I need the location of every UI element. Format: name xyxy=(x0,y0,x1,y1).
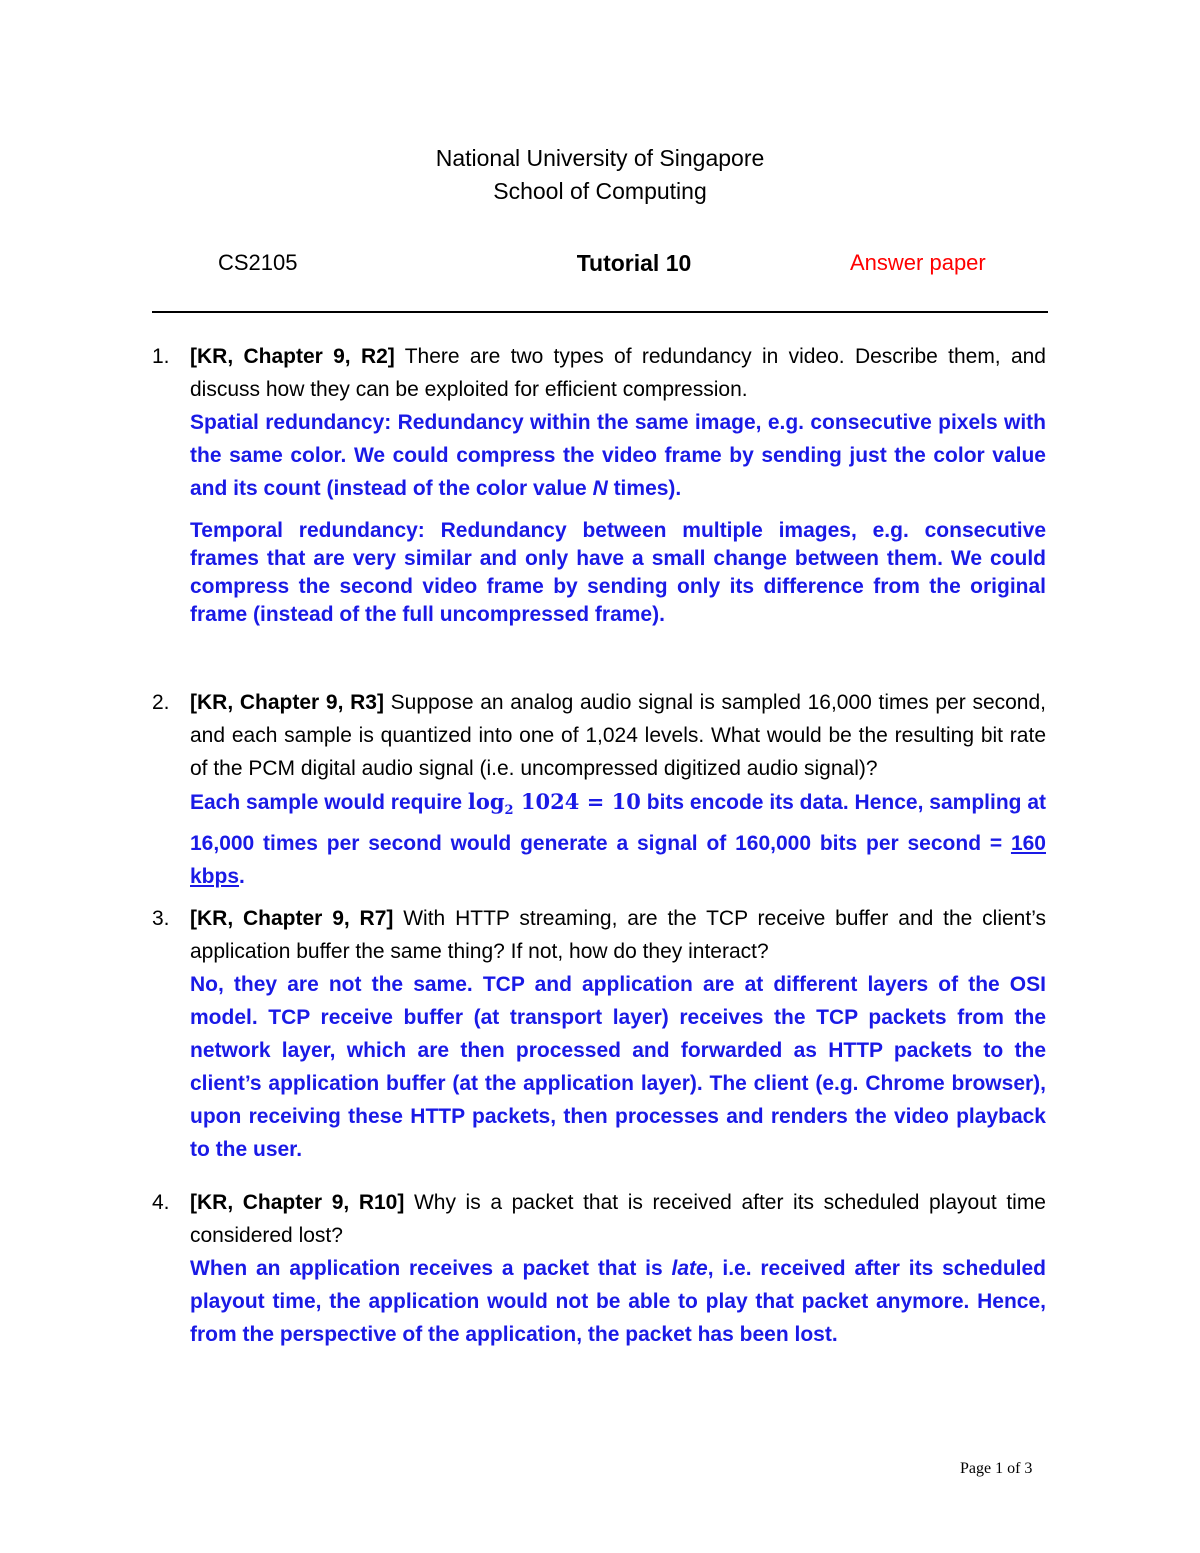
course-code: CS2105 xyxy=(218,250,298,275)
question-text xyxy=(190,686,1046,785)
question-1 xyxy=(152,340,1046,629)
question-reference: [KR, Chapter 9, R7] xyxy=(190,907,394,930)
question-2 xyxy=(152,686,1046,893)
question-reference: [KR, Chapter 9, R10] xyxy=(190,1191,405,1214)
header-divider xyxy=(152,311,1048,313)
answer-text: No, they are not the same. TCP and application are at different layers of the OSI model. TCP receive buffer (at transport layer) receives the TCP packets from the network layer, which are then processed and forwarded as HTTP packets to the client’s application buffer (at the application layer). The client (e.g. Chrome browser), upon receiving these HTTP packets, then processes and renders the video playback to the user. xyxy=(190,973,1046,1161)
question-prompt: Suppose an analog audio signal is sampled 16,000 times per second, and each sample is quantized into one of 1,024 levels. What would be the resulting bit rate of the PCM digital audio signal (i.e. uncompressed digitized audio signal)? xyxy=(190,691,1046,780)
answer-paper-label: Answer paper xyxy=(850,250,986,275)
school-name: School of Computing xyxy=(493,178,707,204)
math-expression: $\log_2 1024 = 10$ xyxy=(467,789,641,819)
question-text xyxy=(190,340,1046,406)
question-number: 2. xyxy=(152,691,170,714)
university-name: National University of Singapore xyxy=(435,145,765,171)
answer-text: Each sample would require $\log_2 1024 = 10$ bits encode its data. Hence, sampling at 16,000 times per second would generate a signal of 160,000 bits per second = 160 kbps. xyxy=(190,789,1047,889)
answer-result: 160 kbps xyxy=(190,832,1046,889)
question-3 xyxy=(152,902,1046,1166)
question-text xyxy=(190,902,1046,968)
question-number: 3. xyxy=(152,907,170,930)
question-prompt: With HTTP streaming, are the TCP receive buffer and the client’s application buffer the same thing? If not, how do they interact? xyxy=(190,907,1046,963)
question-reference: [KR, Chapter 9, R3] xyxy=(190,691,384,714)
question-number: 4. xyxy=(152,1191,170,1214)
page-number: Page 1 of 3 xyxy=(960,1460,1033,1477)
question-text xyxy=(190,1186,1046,1252)
question-reference: [KR, Chapter 9, R2] xyxy=(190,345,395,368)
question-prompt: Why is a packet that is received after its scheduled playout time considered lost? xyxy=(190,1191,1046,1247)
question-number: 1. xyxy=(152,345,170,368)
answer-spatial: Spatial redundancy: Redundancy within the same image, e.g. consecutive pixels with the same color. We could compress the video frame by sending just the color value and its count (instead of the color value N times). xyxy=(190,411,1046,500)
answer-text: When an application receives a packet that is late, i.e. received after its scheduled playout time, the application would not be able to play that packet anymore. Hence, from the perspective of the application, the packet has been lost. xyxy=(190,1257,1046,1346)
question-prompt: There are two types of redundancy in video. Describe them, and discuss how they can be exploited for efficient compression. xyxy=(190,345,1046,401)
tutorial-title: Tutorial 10 xyxy=(576,250,692,276)
question-4 xyxy=(152,1186,1046,1351)
answer-temporal: Temporal redundancy: Redundancy between multiple images, e.g. consecutive frames that are very similar and only have a small change between them. We could compress the second video frame by sending only its difference from the original frame (instead of the full uncompressed frame). xyxy=(190,519,1046,626)
